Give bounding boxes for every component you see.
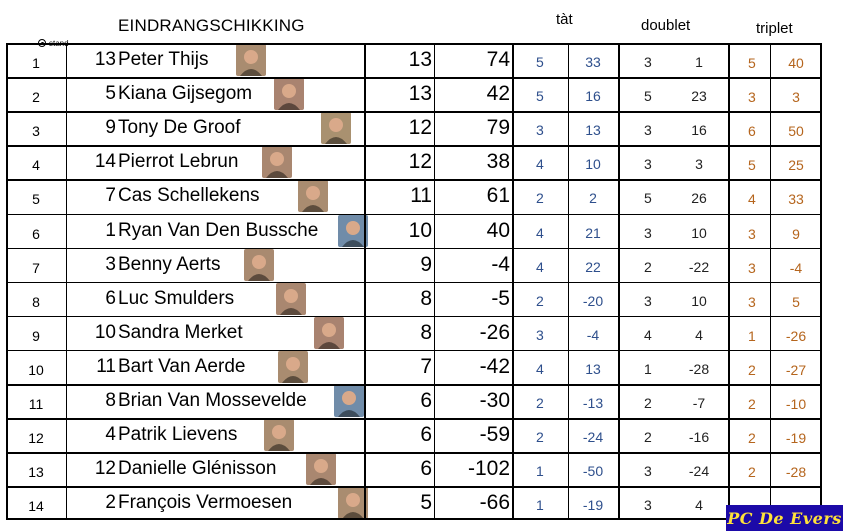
name-cell: Sandra Merket [118, 321, 243, 343]
doublet-saldo-cell: 23 [691, 88, 707, 105]
doublet-wins-cell: 3 [644, 156, 652, 173]
name-cell: François Vermoesen [118, 492, 293, 514]
points-cell: 13 [408, 48, 432, 72]
table-row [6, 384, 822, 418]
doublet-wins-cell: 2 [644, 429, 652, 446]
name-cell: Bart Van Aerde [118, 355, 246, 377]
tat-saldo-cell: -24 [582, 429, 604, 446]
name-cell: Tony De Groof [118, 117, 241, 139]
doublet-saldo-cell: -22 [688, 258, 710, 275]
name-cell: Danielle Glénisson [118, 458, 277, 480]
player-photo-icon [314, 317, 344, 349]
doublet-wins-cell: 3 [644, 497, 652, 514]
triplet-wins-cell: 2 [748, 430, 756, 447]
triplet-wins-cell: 2 [748, 464, 756, 481]
tat-saldo-cell: -20 [582, 292, 604, 309]
doublet-saldo-cell: -24 [688, 463, 710, 480]
tat-wins-cell: 1 [536, 497, 544, 514]
points-cell: 6 [420, 457, 432, 481]
tat-wins-cell: 4 [536, 156, 544, 173]
rank-cell: 4 [32, 157, 40, 174]
triplet-wins-cell: 3 [748, 259, 756, 276]
points-cell: 13 [408, 82, 432, 106]
doublet-wins-cell: 3 [644, 463, 652, 480]
points-cell: 5 [420, 491, 432, 515]
triplet-saldo-cell: 5 [792, 293, 800, 310]
grid-line [6, 316, 822, 318]
saldo-cell: 42 [486, 82, 510, 106]
table-row [6, 214, 822, 248]
name-cell: Ryan Van Den Bussche [118, 219, 319, 241]
number-cell: 6 [105, 287, 116, 309]
player-photo-icon [274, 78, 304, 110]
triplet-saldo-cell: 33 [788, 191, 804, 208]
rank-cell: 13 [28, 464, 44, 481]
triplet-saldo-cell: -27 [785, 361, 807, 378]
name-cell: Benny Aerts [118, 253, 221, 275]
column-header-tat: tàt [556, 11, 573, 28]
rank-cell: 5 [32, 191, 40, 208]
number-cell: 8 [105, 390, 116, 412]
grid-line [6, 43, 822, 45]
tat-wins-cell: 1 [536, 463, 544, 480]
column-header-doublet: doublet [641, 17, 691, 34]
grid-line [6, 282, 822, 284]
saldo-cell: 38 [486, 150, 510, 174]
number-cell: 1 [105, 219, 116, 241]
number-cell: 3 [105, 253, 116, 275]
triplet-wins-cell: 2 [748, 396, 756, 413]
number-cell: 7 [105, 185, 116, 207]
saldo-cell: -4 [491, 252, 510, 276]
triplet-saldo-cell: -4 [789, 259, 803, 276]
rank-cell: 1 [32, 55, 40, 72]
grid-line [6, 179, 822, 181]
tat-saldo-cell: 2 [589, 190, 597, 207]
tat-wins-cell: 3 [536, 326, 544, 343]
saldo-cell: -26 [479, 320, 510, 344]
player-photo-icon [264, 419, 294, 451]
triplet-wins-cell: 3 [748, 89, 756, 106]
doublet-saldo-cell: 3 [695, 156, 703, 173]
grid-line [6, 248, 822, 250]
number-cell: 13 [94, 49, 116, 71]
saldo-cell: 74 [486, 48, 510, 72]
grid-line [6, 214, 822, 216]
points-cell: 7 [420, 354, 432, 378]
points-cell: 6 [420, 389, 432, 413]
table-row [6, 452, 822, 486]
tat-wins-cell: 2 [536, 190, 544, 207]
table-row [6, 77, 822, 111]
table-row [6, 316, 822, 350]
table-row [6, 179, 822, 213]
tat-wins-cell: 3 [536, 122, 544, 139]
doublet-wins-cell: 3 [644, 122, 652, 139]
player-photo-icon [278, 351, 308, 383]
name-cell: Patrik Lievens [118, 424, 238, 446]
player-photo-icon [262, 146, 292, 178]
points-cell: 6 [420, 423, 432, 447]
name-cell: Cas Schellekens [118, 185, 260, 207]
grid-line [6, 384, 822, 386]
rank-cell: 3 [32, 123, 40, 140]
triplet-saldo-cell: 25 [788, 157, 804, 174]
triplet-saldo-cell: -10 [785, 396, 807, 413]
table-row [6, 145, 822, 179]
doublet-saldo-cell: 4 [695, 497, 703, 514]
rank-cell: 14 [28, 498, 44, 515]
name-cell: Peter Thijs [118, 49, 209, 71]
doublet-saldo-cell: 4 [695, 326, 703, 343]
tat-saldo-cell: 13 [585, 360, 601, 377]
tat-wins-cell: 5 [536, 54, 544, 71]
rank-cell: 7 [32, 259, 40, 276]
doublet-saldo-cell: -28 [688, 360, 710, 377]
doublet-saldo-cell: 10 [691, 292, 707, 309]
doublet-wins-cell: 2 [644, 395, 652, 412]
triplet-saldo-cell: 3 [792, 89, 800, 106]
player-photo-icon [276, 283, 306, 315]
triplet-wins-cell: 3 [748, 293, 756, 310]
tat-wins-cell: 2 [536, 292, 544, 309]
doublet-wins-cell: 4 [644, 326, 652, 343]
rank-cell: 12 [28, 430, 44, 447]
triplet-saldo-cell: 50 [788, 123, 804, 140]
doublet-wins-cell: 1 [644, 360, 652, 377]
tat-saldo-cell: 33 [585, 54, 601, 71]
doublet-wins-cell: 3 [644, 292, 652, 309]
grid-line [6, 145, 822, 147]
rank-cell: 2 [32, 89, 40, 106]
saldo-cell: -102 [467, 457, 510, 481]
grid-line [6, 111, 822, 113]
table-row [6, 43, 822, 77]
grid-line [6, 452, 822, 454]
tat-saldo-cell: 16 [585, 88, 601, 105]
grid-line [6, 418, 822, 420]
tat-saldo-cell: 13 [585, 122, 601, 139]
points-cell: 8 [420, 320, 432, 344]
number-cell: 11 [96, 355, 116, 377]
saldo-cell: 40 [486, 218, 510, 242]
points-cell: 11 [410, 184, 432, 208]
saldo-cell: -5 [491, 286, 510, 310]
triplet-wins-cell: 4 [748, 191, 756, 208]
tat-saldo-cell: 21 [585, 224, 601, 241]
saldo-cell: -66 [479, 491, 510, 515]
doublet-saldo-cell: 16 [691, 122, 707, 139]
name-cell: Pierrot Lebrun [118, 151, 239, 173]
triplet-wins-cell: 5 [748, 55, 756, 72]
player-photo-icon [236, 44, 266, 76]
triplet-saldo-cell: -19 [785, 430, 807, 447]
column-header-triplet: triplet [756, 20, 793, 37]
doublet-saldo-cell: 10 [691, 224, 707, 241]
name-cell: Brian Van Mossevelde [118, 390, 307, 412]
doublet-wins-cell: 2 [644, 258, 652, 275]
tat-saldo-cell: -4 [586, 326, 600, 343]
doublet-wins-cell: 5 [644, 88, 652, 105]
doublet-saldo-cell: -16 [688, 429, 710, 446]
rank-cell: 11 [28, 396, 44, 413]
triplet-wins-cell: 3 [748, 225, 756, 242]
saldo-cell: -59 [479, 423, 510, 447]
triplet-saldo-cell: 9 [792, 225, 800, 242]
points-cell: 9 [420, 252, 432, 276]
rank-cell: 8 [32, 293, 40, 310]
page-title: EINDRANGSCHIKKING [118, 16, 305, 35]
grid-line [6, 518, 822, 520]
grid-line [6, 77, 822, 79]
triplet-wins-cell: 5 [748, 157, 756, 174]
triplet-wins-cell: 6 [748, 123, 756, 140]
club-logo-badge: PC De Evers [726, 505, 843, 531]
name-cell: Kiana Gijsegom [118, 83, 253, 105]
triplet-saldo-cell: -26 [785, 327, 807, 344]
triplet-saldo-cell: -28 [785, 464, 807, 481]
doublet-saldo-cell: 26 [691, 190, 707, 207]
saldo-cell: -42 [479, 354, 510, 378]
points-cell: 12 [408, 116, 432, 140]
name-cell: Luc Smulders [118, 287, 235, 309]
number-cell: 9 [105, 117, 116, 139]
points-cell: 8 [420, 286, 432, 310]
saldo-cell: -30 [479, 389, 510, 413]
ranking-table [6, 43, 822, 521]
tat-wins-cell: 4 [536, 224, 544, 241]
table-row [6, 418, 822, 452]
number-cell: 12 [94, 458, 116, 480]
tat-saldo-cell: -13 [582, 395, 604, 412]
player-photo-icon [306, 453, 336, 485]
tat-wins-cell: 2 [536, 395, 544, 412]
tat-saldo-cell: 22 [585, 258, 601, 275]
tat-wins-cell: 4 [536, 258, 544, 275]
player-photo-icon [334, 385, 364, 417]
tat-saldo-cell: 10 [585, 156, 601, 173]
rank-cell: 10 [28, 361, 44, 378]
doublet-wins-cell: 5 [644, 190, 652, 207]
triplet-wins-cell: 2 [748, 361, 756, 378]
doublet-saldo-cell: -7 [692, 395, 706, 412]
table-row [6, 350, 822, 384]
triplet-saldo-cell: 40 [788, 55, 804, 72]
rank-cell: 6 [32, 225, 40, 242]
grid-line [6, 486, 822, 488]
points-cell: 12 [408, 150, 432, 174]
tat-saldo-cell: -19 [582, 497, 604, 514]
saldo-cell: 61 [486, 184, 510, 208]
number-cell: 10 [94, 321, 116, 343]
grid-line [6, 350, 822, 352]
number-cell: 4 [105, 424, 116, 446]
doublet-saldo-cell: 1 [695, 54, 703, 71]
number-cell: 2 [105, 492, 116, 514]
tat-wins-cell: 5 [536, 88, 544, 105]
rank-cell: 9 [32, 327, 40, 344]
tat-saldo-cell: -50 [582, 463, 604, 480]
player-photo-icon [321, 112, 351, 144]
number-cell: 5 [105, 83, 116, 105]
table-row [6, 282, 822, 316]
doublet-wins-cell: 3 [644, 224, 652, 241]
table-row [6, 111, 822, 145]
points-cell: 10 [408, 218, 432, 242]
tat-wins-cell: 4 [536, 360, 544, 377]
player-photo-icon [244, 249, 274, 281]
saldo-cell: 79 [486, 116, 510, 140]
doublet-wins-cell: 3 [644, 54, 652, 71]
tat-wins-cell: 2 [536, 429, 544, 446]
table-row [6, 248, 822, 282]
triplet-wins-cell: 1 [748, 327, 756, 344]
number-cell: 14 [94, 151, 116, 173]
player-photo-icon [298, 180, 328, 212]
table-row [6, 486, 822, 520]
